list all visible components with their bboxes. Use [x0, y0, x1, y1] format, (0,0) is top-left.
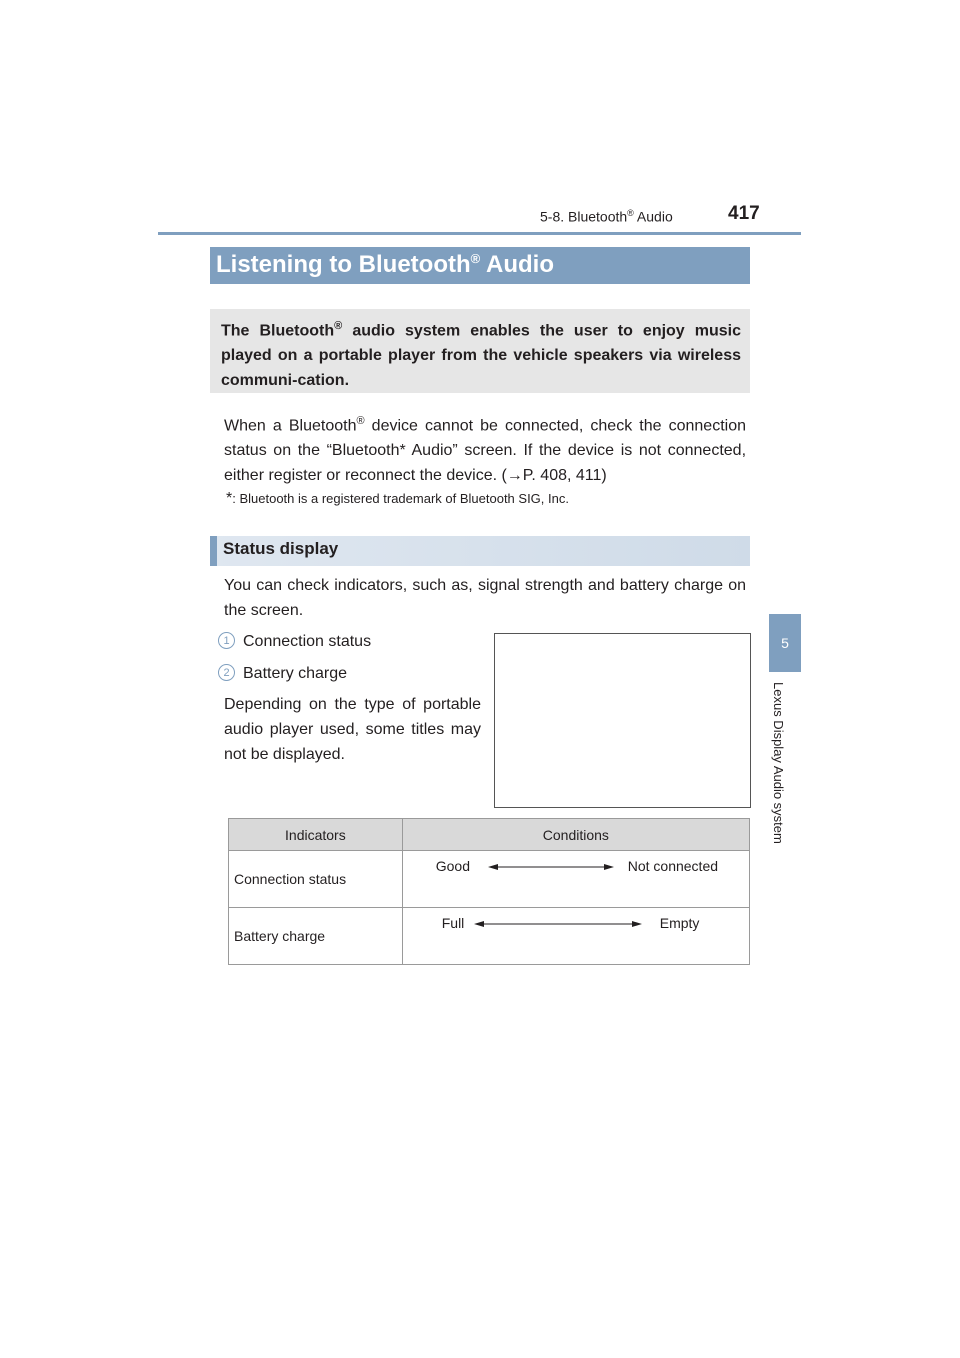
footnote: *: Bluetooth is a registered trademark of Bluetooth SIG, Inc.	[226, 490, 569, 507]
condition-cell	[402, 908, 749, 965]
header-conditions: Conditions	[402, 819, 749, 851]
condition-right: Not connected	[627, 858, 719, 874]
table-header-row	[229, 819, 750, 851]
callout-number-2: 2	[218, 664, 235, 681]
indicator-cell: Connection status	[229, 851, 403, 908]
header-indicators: Indicators	[229, 819, 403, 851]
double-arrow-icon	[488, 862, 614, 872]
connection-paragraph: When a Bluetooth® device cannot be connected, check the connection status on the “Bluetooth* Audio” screen. If the device is not connected, either register or reconnect the device. (→P. 408, 411)	[224, 415, 747, 485]
indicator-cell: Battery charge	[229, 908, 403, 965]
double-arrow-icon	[474, 919, 642, 929]
table-row	[229, 851, 750, 908]
callout-number-1: 1	[218, 632, 235, 649]
item-connection-status: Connection status	[243, 633, 372, 650]
condition-cell	[402, 851, 749, 908]
status-heading-accent	[210, 536, 217, 566]
condition-left: Good	[435, 858, 470, 874]
screen-illustration	[494, 633, 751, 808]
item-battery-charge: Battery charge	[243, 665, 348, 682]
condition-right: Empty	[659, 915, 700, 931]
table-row	[229, 908, 750, 965]
section-title: 5-8. Bluetooth® Audio	[540, 208, 673, 225]
header-rule	[158, 232, 801, 235]
status-heading: Status display	[223, 539, 339, 558]
page-number: 417	[728, 203, 760, 224]
intro-text: The Bluetooth® audio system enables the user to enjoy music played on a portable player from the vehicle speakers via wireless communi-cation.	[221, 320, 742, 390]
condition-left: Full	[441, 915, 465, 931]
chapter-label: Lexus Display Audio system	[771, 682, 786, 844]
indicator-table	[228, 818, 750, 965]
titles-note: Depending on the type of portable audio player used, some titles may not be displayed.	[224, 696, 481, 763]
page-title: Listening to Bluetooth® Audio	[216, 251, 554, 278]
chapter-tab: 5	[769, 614, 801, 672]
status-paragraph: You can check indicators, such as, signal strength and battery charge on the screen.	[224, 577, 746, 619]
